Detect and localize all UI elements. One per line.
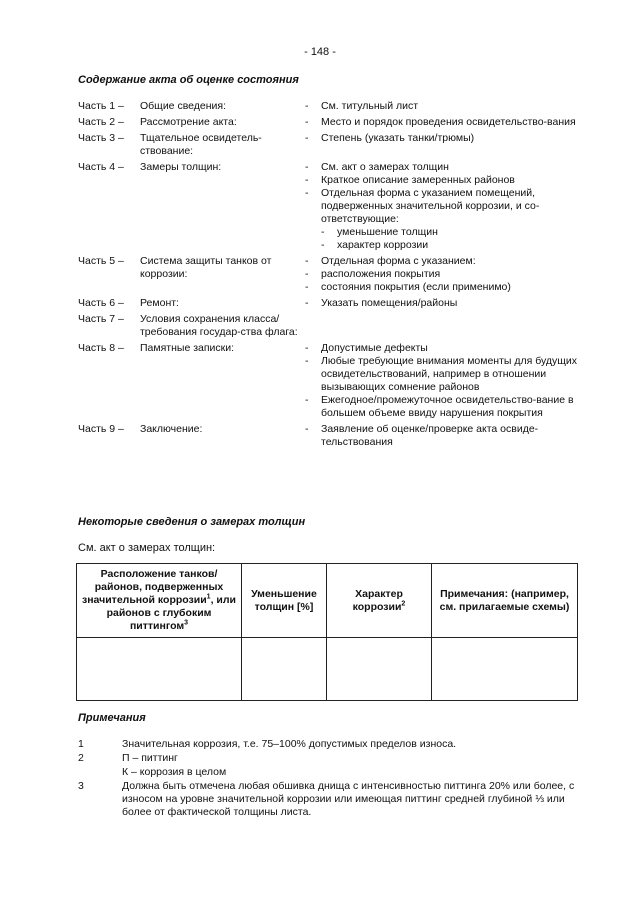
header-corrosion-text: Характер коррозии [352,587,403,613]
part-name: Рассмотрение акта: [140,116,237,128]
part-name: Ремонт: [140,297,179,309]
part-name: Система защиты танков от коррозии: [140,255,272,280]
part-item [305,187,578,226]
bullet-dash: - [305,281,309,293]
footnote-ref-2: 2 [401,600,406,607]
list-item [78,738,578,751]
footnote-ref-3: 3 [184,619,189,627]
part-item [305,132,578,145]
part-number: Часть 5 – [78,255,124,267]
part-item [305,161,578,174]
list-item [78,161,578,252]
part-sub-item-text: характер коррозии [337,239,429,251]
table-header-locations [77,564,242,638]
bullet-dash: - [305,423,309,435]
part-item-text: Любые требующие внимания моменты для будущих освидетельствований, например в отношении вызывающих сомнение районов [321,355,578,393]
part-item [305,342,578,355]
list-item [78,255,578,294]
part-item [305,268,578,281]
section-title-contents: Содержание акта об оценке состояния [78,74,299,86]
part-name: Памятные записки: [140,342,235,354]
thickness-reference-text: См. акт о замерах толщин: [78,542,216,554]
part-sub-item [305,226,578,239]
part-items [305,313,578,339]
part-sub-item-text: уменьшение толщин [337,226,438,238]
note-text: К – коррозия в целом [122,766,227,778]
note-number: 1 [78,738,84,750]
bullet-dash: - [305,255,309,267]
note-text: П – питтинг [122,752,178,764]
part-number: Часть 6 – [78,297,124,309]
list-item [78,116,578,129]
part-number: Часть 2 – [78,116,124,128]
part-item-text: См. титульный лист [321,100,419,112]
bullet-dash: - [305,187,309,199]
table-header-corrosion-type [327,564,432,638]
bullet-dash: - [305,174,309,186]
part-item [305,355,578,394]
part-item [305,100,578,113]
header-reduction-text: Уменьшение толщин [%] [251,587,317,613]
table-cell [77,638,242,701]
bullet-dash: - [305,132,309,144]
part-item [305,423,578,449]
list-item [78,780,578,819]
notes-list [78,738,578,820]
part-items [305,161,578,252]
list-item [78,100,578,113]
part-number: Часть 8 – [78,342,124,354]
list-item [78,752,578,765]
part-item-text: Отдельная форма с указанием помещений, подверженных значительной коррозии, и со-ответствующие: [321,187,540,225]
part-item-text: Место и порядок проведения освидетельство-вания [321,116,576,128]
part-item [305,174,578,187]
header-remarks-text: Примечания: (например, см. прилагаемые схемы) [439,587,570,613]
bullet-dash: - [305,161,309,173]
part-item-text: расположения покрытия [321,268,441,280]
part-item-text: См. акт о замерах толщин [321,161,449,173]
bullet-dash: - [305,342,309,354]
part-item-text: Допустимые дефекты [321,342,428,354]
part-name: Заключение: [140,423,203,435]
part-item [305,297,578,310]
section-title-thickness: Некоторые сведения о замерах толщин [78,516,306,528]
table-row [77,638,578,701]
note-text: Должна быть отмечена любая обшивка днища с интенсивностью питтинга 20% или более, с износом на уровне значительной коррозии или имеющая питтинг средней глубиной ⅓ или более от фактической толщины листа. [122,780,575,818]
table-header-reduction [242,564,327,638]
list-item [78,423,578,449]
part-item [305,255,578,268]
part-number: Часть 3 – [78,132,124,144]
list-item [78,313,578,339]
parts-list [78,100,578,452]
page-number: - 148 - [304,46,336,58]
note-number: 2 [78,752,84,764]
footnote-ref-1: 1 [206,593,211,601]
part-item-text: Заявление об оценке/проверке акта освиде-тельствования [321,423,539,448]
list-item [78,342,578,420]
table-header-remarks [432,564,578,638]
part-item-text: Указать помещения/районы [321,297,458,309]
part-items [305,297,578,310]
table-cell [432,638,578,701]
part-name: Условия сохранения класса/требования государ-ства флага: [140,313,298,338]
header-locations-tail: , или районов с глубоким питтингом [106,594,236,632]
part-item [305,116,578,129]
list-item [78,132,578,158]
part-items [305,116,578,129]
bullet-dash: - [305,116,309,128]
part-item-text: Отдельная форма с указанием: [321,255,476,267]
bullet-dash: - [321,239,325,251]
note-text: Значительная коррозия, т.е. 75–100% допустимых пределов износа. [122,738,457,750]
part-name: Тщательное освидетель-ствование: [140,132,262,157]
part-items [305,423,578,449]
part-name: Замеры толщин: [140,161,222,173]
bullet-dash: - [305,355,309,367]
table-cell [242,638,327,701]
table-header-row [77,564,578,638]
part-item-text: Ежегодное/промежуточное освидетельство-вание в большем объеме ввиду нарушения покрытия [321,394,574,419]
part-item-text: Краткое описание замеренных районов [321,174,515,186]
part-items [305,100,578,113]
part-items [305,255,578,294]
list-item [78,297,578,310]
part-item-text: Степень (указать танки/трюмы) [321,132,475,144]
bullet-dash: - [305,394,309,406]
part-item-text: состояния покрытия (если применимо) [321,281,511,293]
bullet-dash: - [305,297,309,309]
part-items [305,342,578,420]
header-locations-text: Расположение танков/ районов, подверженных значительной коррозии [81,568,224,606]
note-number [78,766,122,779]
bullet-dash: - [305,268,309,280]
part-item [305,281,578,294]
part-number: Часть 7 – [78,313,124,325]
section-title-notes: Примечания [78,712,146,724]
bullet-dash: - [305,100,309,112]
part-item [305,394,578,420]
part-number: Часть 1 – [78,100,124,112]
note-number: 3 [78,780,84,792]
bullet-dash: - [321,226,325,238]
part-items [305,132,578,158]
part-number: Часть 9 – [78,423,124,435]
part-name: Общие сведения: [140,100,226,112]
thickness-table [76,563,578,701]
table-cell [327,638,432,701]
list-item [78,766,578,779]
part-sub-item [305,239,578,252]
part-number: Часть 4 – [78,161,124,173]
